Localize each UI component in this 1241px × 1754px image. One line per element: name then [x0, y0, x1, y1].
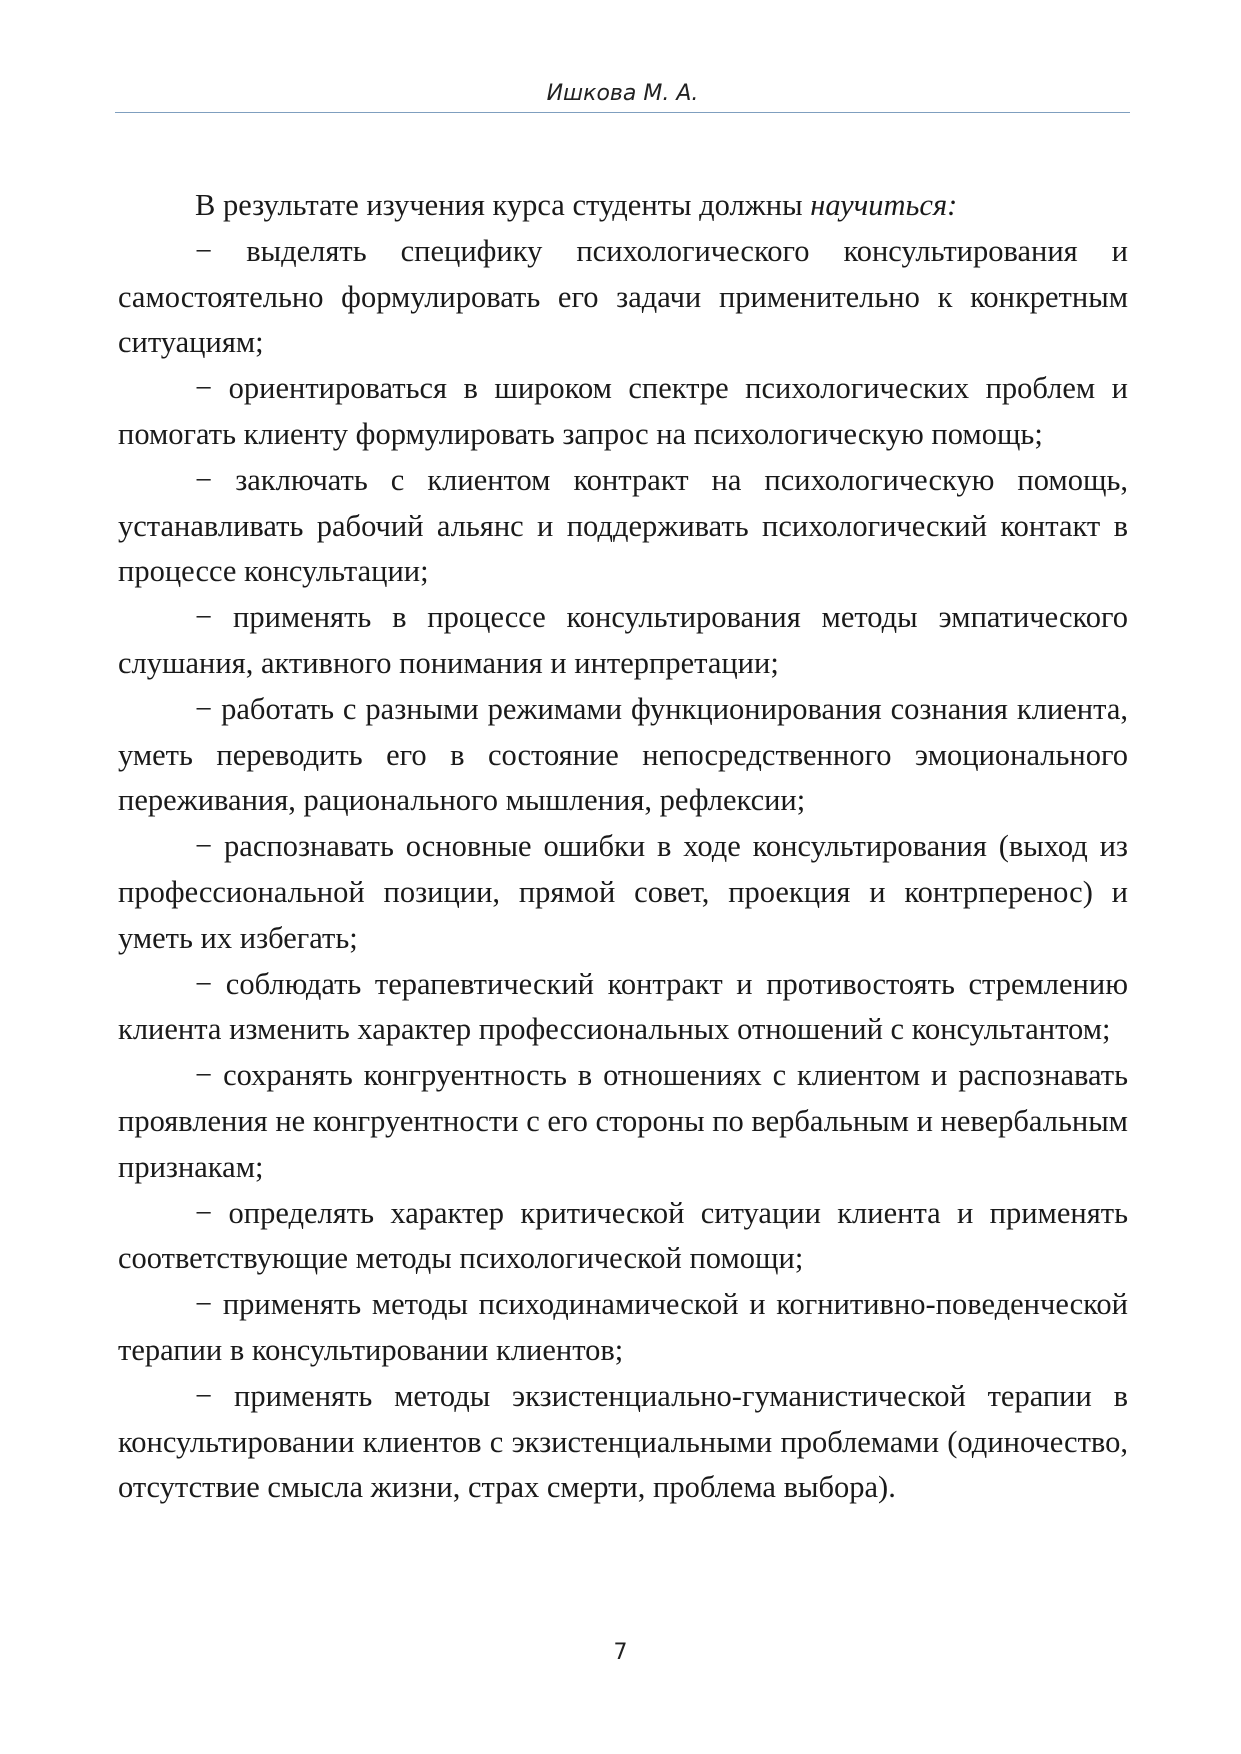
page-body	[118, 183, 1128, 1511]
running-header-author: Ишкова М. А.	[546, 81, 699, 106]
intro-emphasis-text: научиться:	[810, 188, 958, 222]
list-item-2: − ориентироваться в широком спектре психологических проблем и помогать клиенту формулировать запрос на психологическую помощь;	[118, 371, 1128, 451]
header-divider	[115, 112, 1130, 113]
list-item-7: − соблюдать терапевтический контракт и противостоять стремлению клиента изменить характер профессиональных отношений с консультантом;	[118, 966, 1128, 1047]
list-item-3: − заключать с клиентом контракт на психологическую помощь, устанавливать рабочий альянс и поддерживать психологический контакт в процессе консультации;	[118, 462, 1128, 589]
list-item-6: − распознавать основные ошибки в ходе консультирования (выход из профессиональной позиции, прямой совет, проекция и контрперенос) и уметь их избегать;	[118, 829, 1128, 955]
intro-lead-text: В результате изучения курса студенты должны	[195, 188, 811, 222]
list-item-5: − работать с разными режимами функционирования сознания клиента, уметь переводить его в состояние непосредственного эмоционального переживания, рационального мышления, рефлексии;	[118, 691, 1128, 818]
intro-paragraph	[118, 183, 1128, 229]
list-item-1: − выделять специфику психологического консультирования и самостоятельно формулировать его задачи применительно к конкретным ситуациям;	[118, 233, 1128, 360]
list-item-8: − сохранять конгруентность в отношениях с клиентом и распознавать проявления не конгруентности с его стороны по вербальным и невербальным признакам;	[118, 1058, 1128, 1184]
page-number: 7	[613, 1640, 628, 1665]
list-item-9: − определять характер критической ситуации клиента и применять соответствующие методы психологической помощи;	[118, 1195, 1128, 1276]
list-item-10: − применять методы психодинамической и когнитивно-поведенческой терапии в консультировании клиентов;	[118, 1287, 1128, 1367]
list-item-4: − применять в процессе консультирования методы эмпатического слушания, активного понимания и интерпретации;	[118, 600, 1128, 680]
list-item-11: − применять методы экзистенциально-гуманистической терапии в консультировании клиентов с экзистенциальными проблемами (одиночество, отсутствие смысла жизни, страх смерти, проблема выбора).	[118, 1378, 1128, 1505]
